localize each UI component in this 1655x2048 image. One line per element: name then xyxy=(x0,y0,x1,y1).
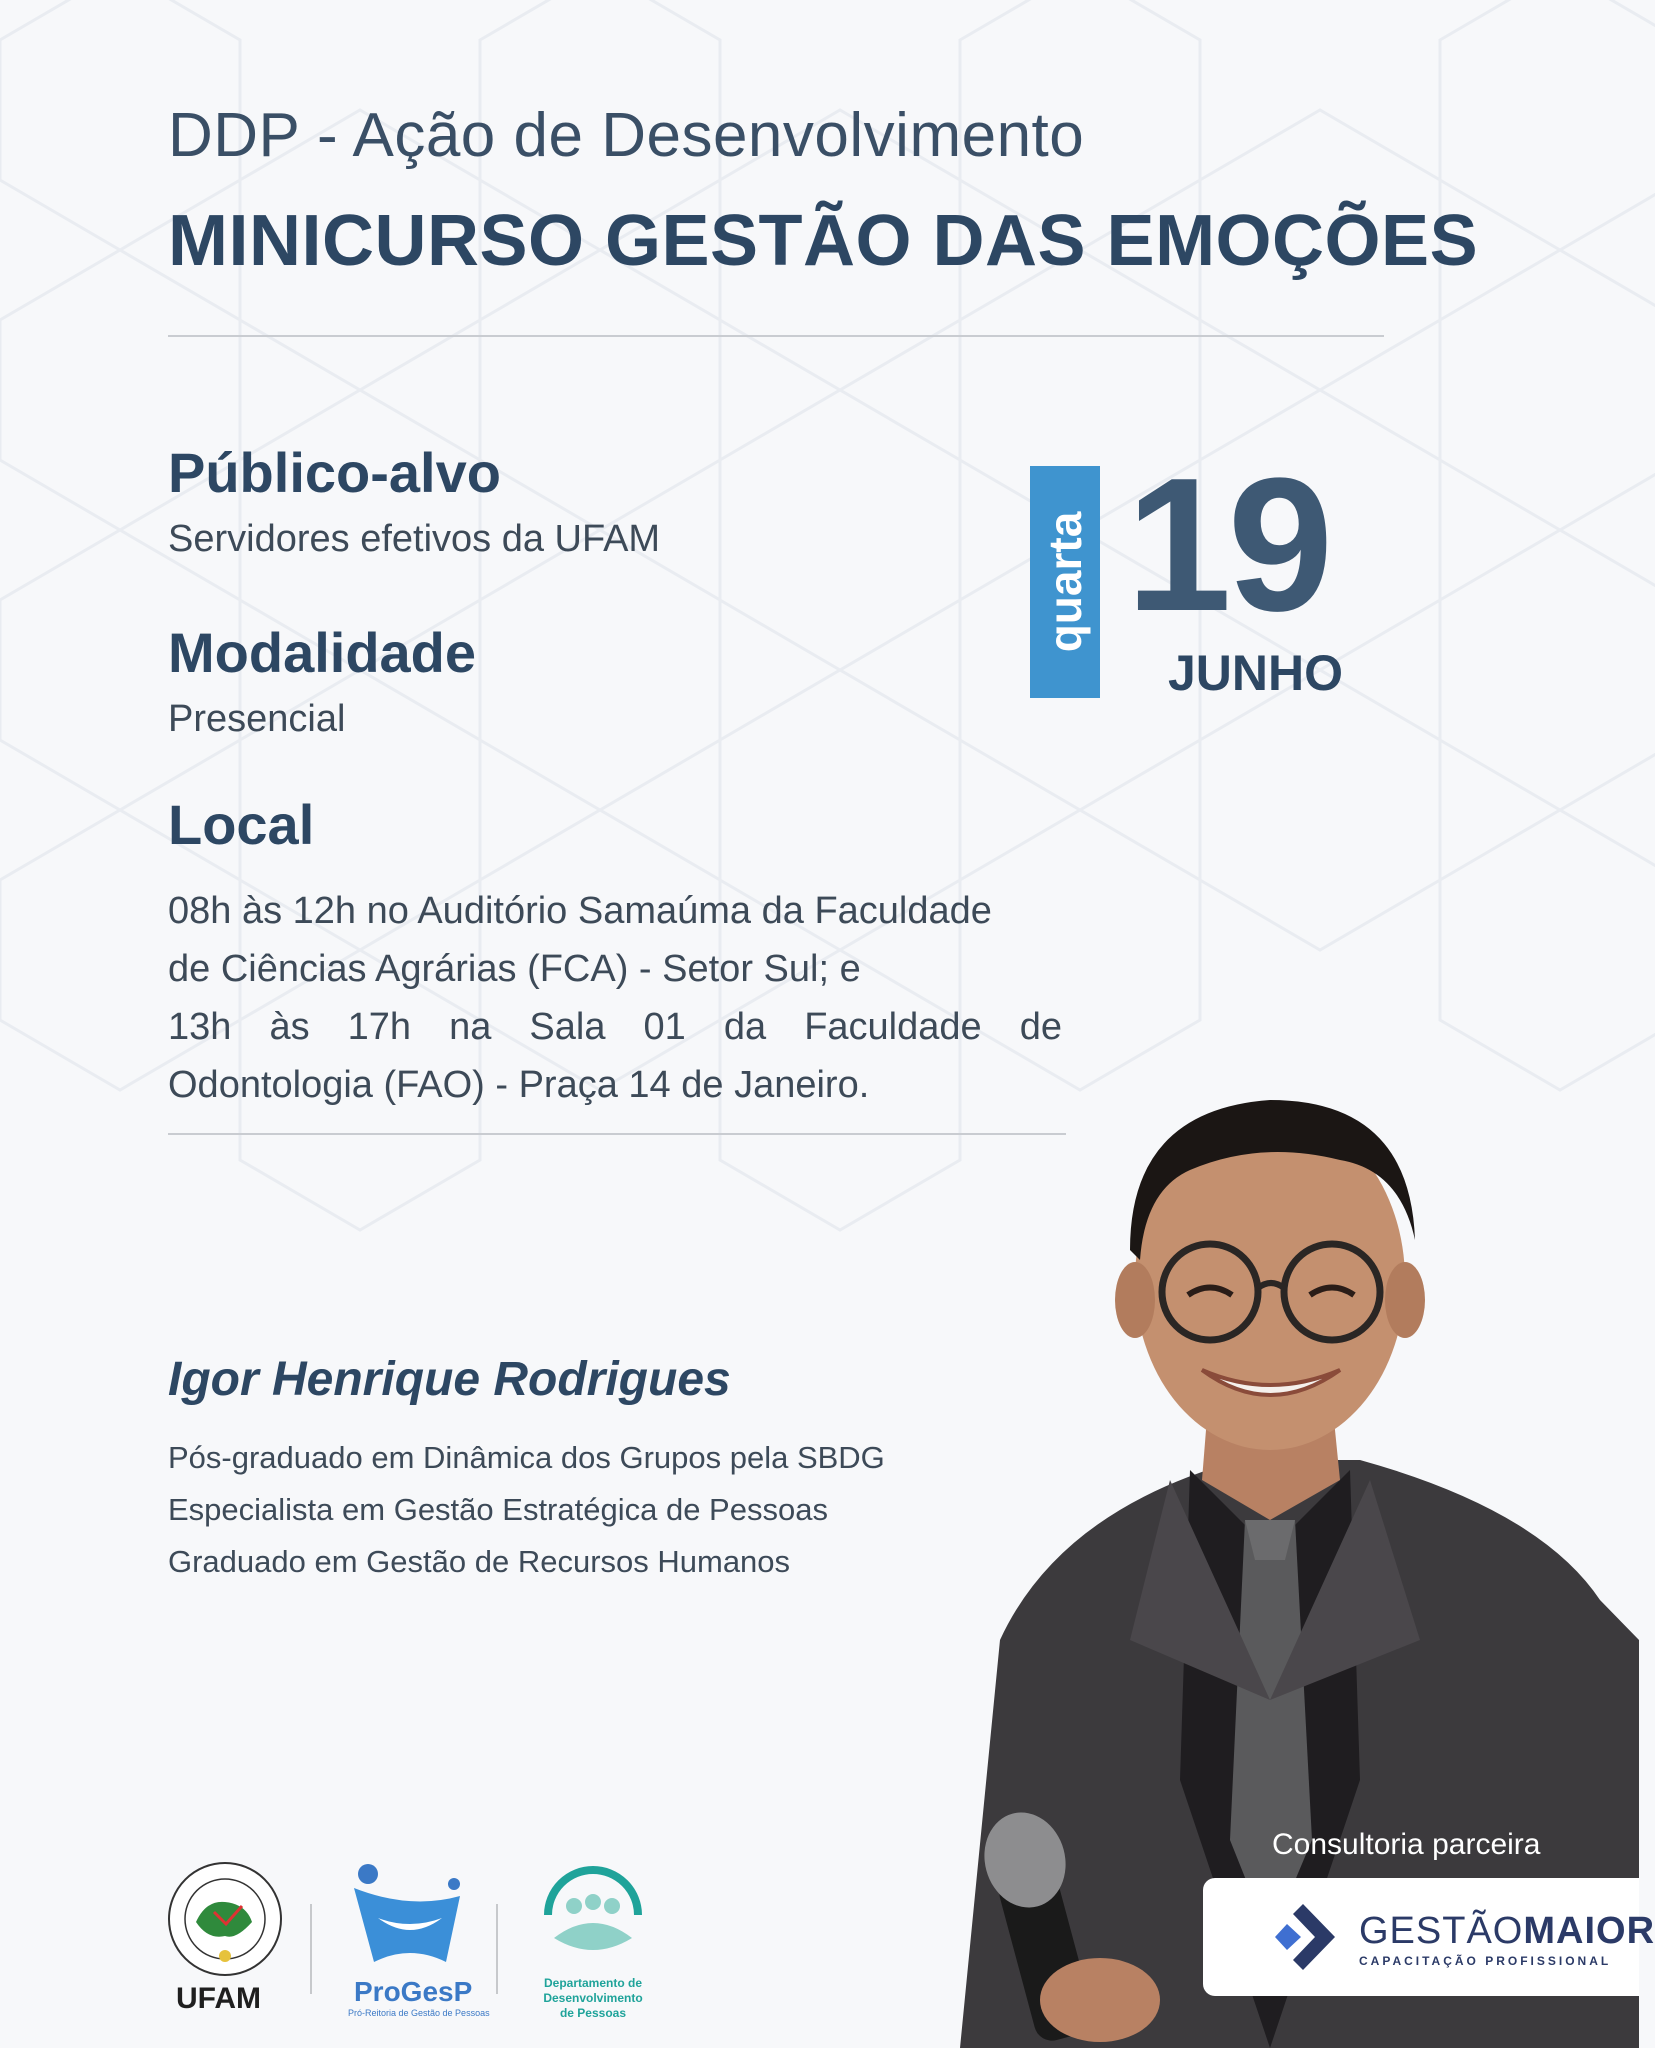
partner-name-part1: GESTÃO xyxy=(1359,1910,1524,1952)
modality-text: Presencial xyxy=(168,698,346,740)
header-divider xyxy=(168,335,1384,337)
ufam-label: UFAM xyxy=(176,1982,261,2015)
ufam-seal-logo xyxy=(166,1860,284,1978)
partner-tagline: CAPACITAÇÃO PROFISSIONAL xyxy=(1359,1954,1612,1968)
progesp-subtitle: Pró-Reitoria de Gestão de Pessoas xyxy=(348,2008,490,2018)
ddp-label xyxy=(524,1976,662,2021)
location-line-1: 08h às 12h no Auditório Samaúma da Faculdade xyxy=(168,890,992,932)
info-divider xyxy=(168,1133,1066,1135)
location-line-4: Odontologia (FAO) - Praça 14 de Janeiro. xyxy=(168,1064,870,1106)
location-heading: Local xyxy=(168,793,315,856)
speaker-credential-3: Graduado em Gestão de Recursos Humanos xyxy=(168,1544,791,1579)
progesp-logo-icon xyxy=(350,1862,470,1974)
ddp-label-line-3: de Pessoas xyxy=(559,2006,627,2020)
location-line-3: 13h às 17h na Sala 01 da Faculdade de xyxy=(168,1006,1062,1048)
partner-card xyxy=(1203,1878,1655,1996)
location-line-2: de Ciências Agrárias (FCA) - Setor Sul; e xyxy=(168,948,861,990)
partner-label: Consultoria parceira xyxy=(1272,1828,1541,1861)
ddp-label-line-2: Desenvolvimento xyxy=(543,1991,643,2005)
audience-heading: Público-alvo xyxy=(168,441,501,504)
partner-name-part2: MAIOR xyxy=(1523,1910,1655,1952)
speaker-name: Igor Henrique Rodrigues xyxy=(168,1353,731,1406)
logo-separator-1 xyxy=(310,1904,312,1994)
speaker-credential-1: Pós-graduado em Dinâmica dos Grupos pela SBDG xyxy=(168,1440,885,1475)
ddp-label-line-1: Departamento de xyxy=(543,1976,643,1990)
ddp-logo-icon xyxy=(540,1862,646,1968)
event-subtitle: DDP - Ação de Desenvolvimento xyxy=(168,101,1085,170)
weekday-label: quarta xyxy=(1039,511,1091,653)
modality-heading: Modalidade xyxy=(168,621,477,684)
audience-text: Servidores efetivos da UFAM xyxy=(168,518,661,560)
gestao-maior-logo-icon xyxy=(1275,1904,1345,1970)
location-text xyxy=(168,882,1062,1114)
logo-separator-2 xyxy=(496,1904,498,1994)
event-title: MINICURSO GESTÃO DAS EMOÇÕES xyxy=(168,201,1479,281)
day-number: 19 xyxy=(1126,439,1330,651)
speaker-credential-2: Especialista em Gestão Estratégica de Pessoas xyxy=(168,1492,828,1527)
partner-name xyxy=(1359,1910,1655,1953)
month-label: JUNHO xyxy=(1168,645,1344,701)
progesp-label: ProGesP xyxy=(354,1976,473,2007)
